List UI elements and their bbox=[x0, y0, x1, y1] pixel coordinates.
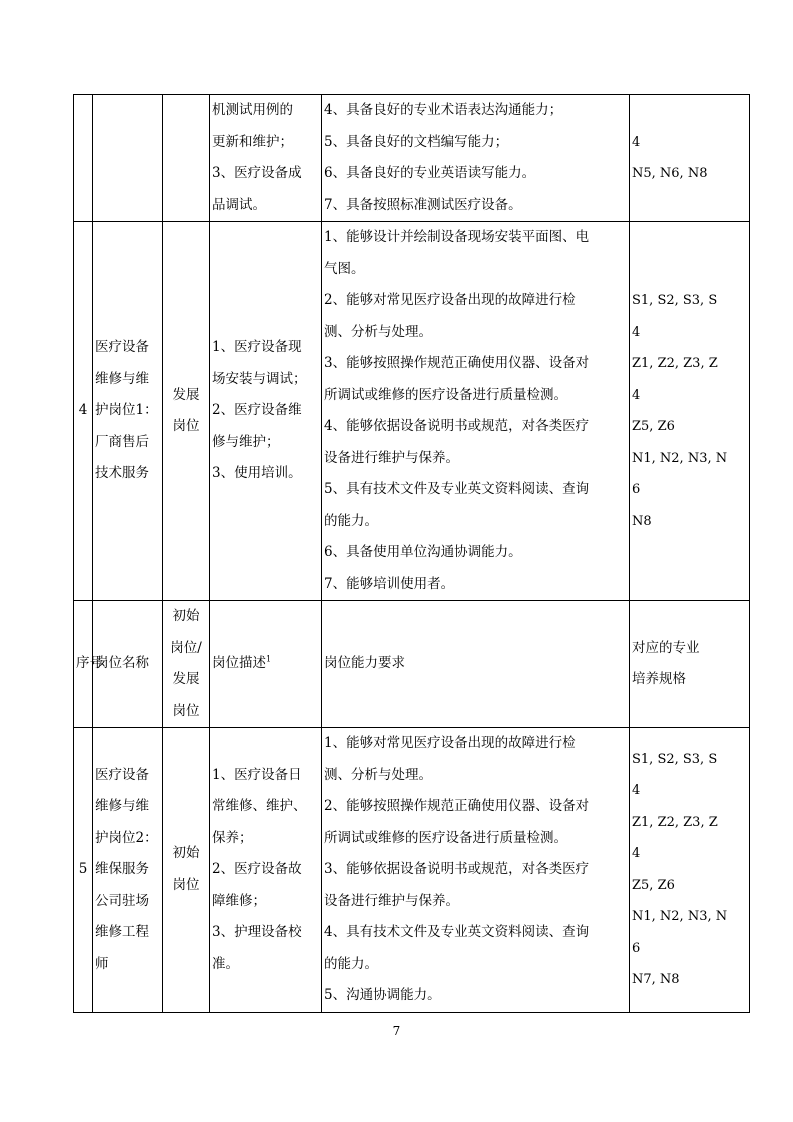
footnote-marker: 1 bbox=[266, 654, 272, 664]
description-line: 常维修、维护、 bbox=[212, 798, 307, 814]
table-row bbox=[74, 222, 750, 601]
header-codes-cell bbox=[630, 601, 750, 728]
description-line: 2、医疗设备故 bbox=[212, 861, 302, 877]
header-number-label: 序号 bbox=[76, 655, 103, 672]
ability-requirements-cell bbox=[322, 95, 630, 222]
description-line: 3、护理设备校 bbox=[212, 924, 302, 940]
header-description-label: 岗位描述 bbox=[212, 655, 266, 672]
spec-codes-cell bbox=[630, 95, 750, 222]
spec-code-line: 4 bbox=[632, 783, 641, 799]
spec-code-line: N7, N8 bbox=[632, 972, 680, 988]
requirement-line: 气图。 bbox=[324, 260, 365, 277]
row-number-cell bbox=[74, 95, 93, 222]
requirement-line: 7、能够培训使用者。 bbox=[324, 575, 455, 592]
job-name-cell bbox=[93, 222, 163, 601]
spec-code-line: N1, N2, N3, N bbox=[632, 909, 728, 925]
job-description-cell bbox=[210, 95, 322, 222]
job-name-line: 维保服务 bbox=[95, 861, 149, 877]
spec-code-line: 4 bbox=[632, 324, 641, 340]
header-codes-line: 培养规格 bbox=[632, 671, 686, 687]
spec-code-line: N8 bbox=[632, 513, 652, 529]
description-line: 1、医疗设备现 bbox=[212, 339, 302, 356]
description-line: 更新和维护； bbox=[212, 133, 293, 150]
requirement-line: 1、能够对常见医疗设备出现的故障进行检 bbox=[324, 735, 576, 751]
header-name-cell: 岗位名称 bbox=[93, 601, 163, 728]
description-line: 机测试用例的 bbox=[212, 102, 293, 118]
header-type-line: 初始 bbox=[172, 608, 200, 624]
spec-codes-cell bbox=[630, 222, 750, 601]
job-name-line: 技术服务 bbox=[95, 465, 149, 482]
requirement-line: 6、具备使用单位沟通协调能力。 bbox=[324, 544, 522, 560]
table-header-row bbox=[74, 601, 750, 728]
spec-code-line: Z1, Z2, Z3, Z bbox=[632, 814, 718, 830]
requirement-line: 设备进行维护与保养。 bbox=[324, 892, 459, 909]
job-type-line: 岗位 bbox=[172, 418, 200, 434]
requirement-line: 2、能够按照操作规范正确使用仪器、设备对 bbox=[324, 798, 590, 814]
job-name-line: 维修与维 bbox=[95, 798, 149, 814]
description-line: 准。 bbox=[212, 955, 239, 972]
job-name-line: 医疗设备 bbox=[95, 339, 149, 356]
description-line: 3、使用培训。 bbox=[212, 465, 302, 482]
page-number: 7 bbox=[392, 1024, 401, 1038]
requirement-line: 4、具备良好的专业术语表达沟通能力； bbox=[324, 102, 563, 118]
requirement-line: 5、具有技术文件及专业英文资料阅读、查询 bbox=[324, 481, 590, 497]
requirement-line: 所调试或维修的医疗设备进行质量检测。 bbox=[324, 386, 567, 403]
table-row bbox=[74, 95, 750, 222]
description-line: 障维修； bbox=[212, 892, 266, 909]
job-name-cell bbox=[93, 728, 163, 1013]
job-name-line: 厂商售后 bbox=[95, 433, 149, 450]
description-line: 品调试。 bbox=[212, 196, 266, 213]
job-name-line: 护岗位2： bbox=[95, 829, 158, 846]
spec-code-line: N1, N2, N3, N bbox=[632, 450, 728, 466]
requirement-line: 7、具备按照标准测试医疗设备。 bbox=[324, 196, 522, 213]
table-row bbox=[74, 728, 750, 1013]
header-requirements-cell: 岗位能力要求 bbox=[322, 601, 630, 728]
job-name-line: 公司驻场 bbox=[95, 892, 149, 909]
description-line: 场安装与调试； bbox=[212, 370, 307, 387]
spec-code-line: Z5, Z6 bbox=[632, 877, 675, 893]
job-name-line: 医疗设备 bbox=[95, 766, 149, 783]
requirement-line: 所调试或维修的医疗设备进行质量检测。 bbox=[324, 829, 567, 846]
job-type-line: 岗位 bbox=[172, 876, 200, 893]
job-description-cell bbox=[210, 222, 322, 601]
job-name-line: 维修与维 bbox=[95, 370, 149, 387]
job-name-line: 护岗位1： bbox=[95, 402, 158, 419]
job-type-cell bbox=[163, 95, 210, 222]
requirement-line: 4、能够依据设备说明书或规范，对各类医疗 bbox=[324, 418, 590, 434]
header-type-cell bbox=[163, 601, 210, 728]
job-type-cell bbox=[163, 728, 210, 1013]
requirement-line: 的能力。 bbox=[324, 955, 378, 972]
header-type-line: 岗位 bbox=[172, 702, 200, 719]
requirement-line: 测、分析与处理。 bbox=[324, 323, 432, 340]
description-line: 保养； bbox=[212, 829, 253, 846]
requirement-line: 3、能够依据设备说明书或规范，对各类医疗 bbox=[324, 861, 590, 877]
spec-code-line: 6 bbox=[632, 940, 641, 956]
spec-code-line: N5, N6, N8 bbox=[632, 166, 708, 181]
spec-codes-cell bbox=[630, 728, 750, 1013]
header-type-line: 岗位/ bbox=[170, 639, 202, 656]
row-number-cell: 5 bbox=[74, 728, 93, 1013]
requirement-line: 3、能够按照操作规范正确使用仪器、设备对 bbox=[324, 355, 590, 371]
description-line: 3、医疗设备成 bbox=[212, 165, 302, 181]
ability-requirements-cell bbox=[322, 222, 630, 601]
job-name-cell bbox=[93, 95, 163, 222]
spec-code-line: S1, S2, S3, S bbox=[632, 751, 718, 767]
row-number-cell: 4 bbox=[74, 222, 93, 601]
spec-code-line: S1, S2, S3, S bbox=[632, 293, 718, 308]
spec-code-line: 6 bbox=[632, 482, 641, 497]
job-name-line: 师 bbox=[95, 955, 109, 972]
ability-requirements-cell bbox=[322, 728, 630, 1013]
requirement-line: 2、能够对常见医疗设备出现的故障进行检 bbox=[324, 292, 576, 308]
header-codes-line: 对应的专业 bbox=[632, 639, 700, 656]
header-type-line: 发展 bbox=[172, 671, 200, 687]
job-type-line: 发展 bbox=[172, 386, 200, 403]
requirement-line: 设备进行维护与保养。 bbox=[324, 449, 459, 466]
description-line: 修与维护； bbox=[212, 433, 280, 450]
requirement-line: 6、具备良好的专业英语读写能力。 bbox=[324, 165, 536, 181]
description-line: 1、医疗设备日 bbox=[212, 766, 302, 783]
spec-code-line: 4 bbox=[632, 846, 641, 862]
job-type-line: 初始 bbox=[172, 845, 200, 862]
description-line: 2、医疗设备维 bbox=[212, 402, 302, 419]
requirement-line: 5、具备良好的文档编写能力； bbox=[324, 133, 509, 150]
spec-code-line: 4 bbox=[632, 134, 641, 150]
job-type-cell bbox=[163, 222, 210, 601]
job-ability-table bbox=[73, 94, 750, 1013]
requirement-line: 测、分析与处理。 bbox=[324, 766, 432, 783]
requirement-line: 4、具有技术文件及专业英文资料阅读、查询 bbox=[324, 924, 590, 940]
header-description-cell bbox=[210, 601, 322, 728]
spec-code-line: Z5, Z6 bbox=[632, 419, 675, 434]
header-number-cell bbox=[74, 601, 103, 728]
job-description-cell bbox=[210, 728, 322, 1013]
job-name-line: 维修工程 bbox=[95, 924, 149, 940]
requirement-line: 5、沟通协调能力。 bbox=[324, 987, 441, 1003]
requirement-line: 的能力。 bbox=[324, 512, 378, 529]
spec-code-line: 4 bbox=[632, 387, 641, 403]
requirement-line: 1、能够设计并绘制设备现场安装平面图、电 bbox=[324, 229, 590, 245]
spec-code-line: Z1, Z2, Z3, Z bbox=[632, 356, 718, 371]
